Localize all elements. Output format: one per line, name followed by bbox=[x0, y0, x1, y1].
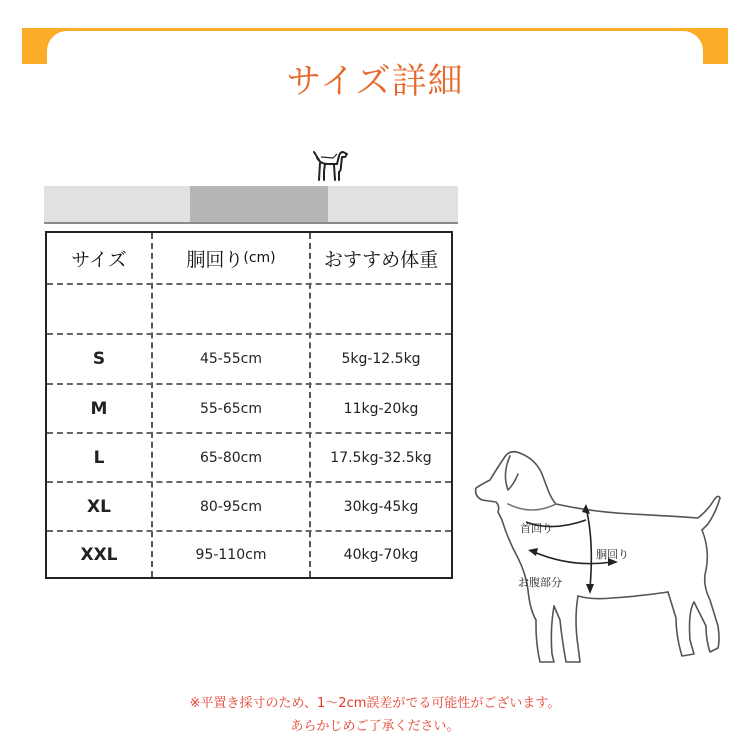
header-size: サイズ bbox=[71, 248, 127, 271]
girth-cell: 45-55cm bbox=[199, 351, 262, 367]
note-line-1: ※平置き採寸のため、1～2cm誤差がでる可能性がございます。 bbox=[189, 696, 561, 711]
weight-cell: 40kg-70kg bbox=[343, 546, 419, 563]
girth-cell: 95-110cm bbox=[195, 546, 267, 563]
size-cell: S bbox=[92, 349, 106, 369]
header-girth-label: 胴回り bbox=[186, 248, 244, 271]
note-line-2: あらかじめご了承ください。 bbox=[290, 719, 460, 734]
dog-icon bbox=[311, 144, 351, 182]
girth-cell: 80-95cm bbox=[199, 498, 262, 515]
page-title: サイズ詳細 bbox=[286, 62, 464, 102]
weight-cell: 5kg-12.5kg bbox=[341, 351, 421, 367]
size-cell: XL bbox=[87, 496, 111, 517]
weight-cell: 11kg-20kg bbox=[343, 400, 419, 417]
header-weight: おすすめ体重 bbox=[323, 248, 439, 271]
header-strip-underline bbox=[44, 222, 458, 224]
weight-cell: 17.5kg-32.5kg bbox=[330, 449, 432, 466]
girth-cell: 65-80cm bbox=[199, 449, 262, 466]
belly-label: お腹部分 bbox=[518, 576, 562, 589]
size-cell: L bbox=[93, 447, 105, 468]
header-girth bbox=[153, 233, 309, 283]
header-strip-highlight bbox=[190, 186, 328, 224]
size-cell: XXL bbox=[80, 544, 118, 565]
dog-outline-illustration bbox=[462, 440, 730, 690]
neck-label: 首回り bbox=[520, 522, 553, 535]
row-divider bbox=[47, 283, 451, 285]
girth-cell: 55-65cm bbox=[199, 400, 262, 417]
chest-label: 胴回り bbox=[596, 548, 629, 561]
weight-cell: 30kg-45kg bbox=[343, 498, 419, 515]
dog-measurement-diagram bbox=[462, 440, 730, 690]
header-girth-unit: (cm) bbox=[243, 250, 276, 266]
size-cell: M bbox=[90, 398, 108, 419]
size-table bbox=[45, 231, 453, 579]
